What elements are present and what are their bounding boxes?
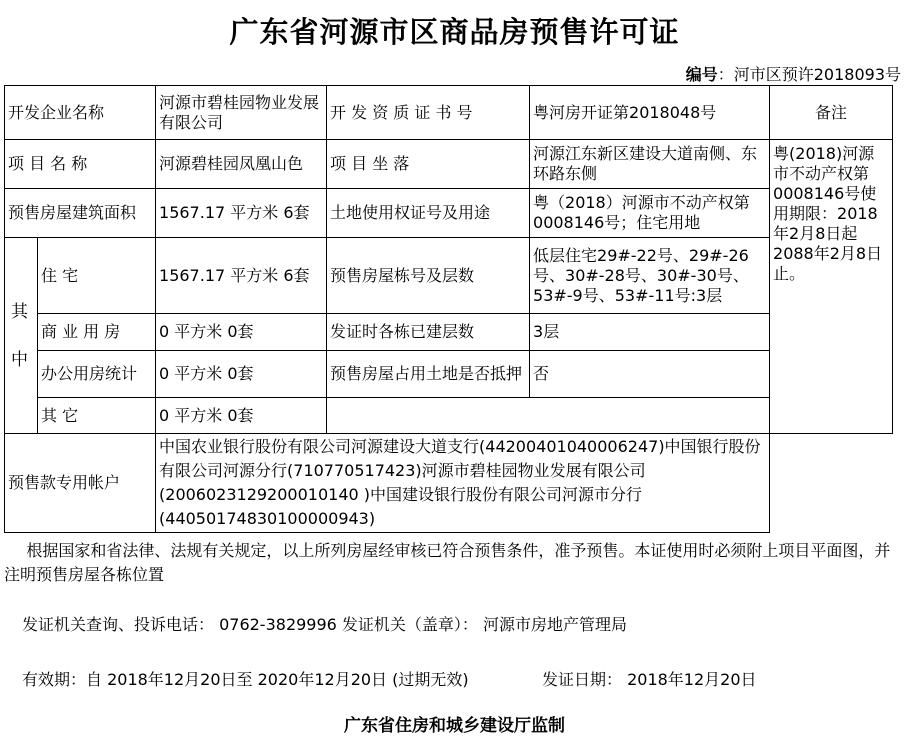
- floors-built-label: 发证时各栋已建层数: [327, 314, 530, 351]
- empty-cell: [770, 434, 893, 533]
- residential-label: 住 宅: [38, 238, 156, 314]
- remarks-label: 备注: [770, 86, 893, 140]
- residential-value: 1567.17 平方米 6套: [156, 238, 327, 314]
- project-label: 项 目 名 称: [5, 140, 156, 189]
- phone-line: 发证机关查询、投诉电话： 0762-3829996 发证机关（盖章）： 河源市房地产管理局: [22, 615, 628, 634]
- empty-cell: [327, 398, 893, 434]
- developer-label: 开发企业名称: [5, 86, 156, 140]
- project-value: 河源碧桂园凤凰山色: [156, 140, 327, 189]
- mortgage-value: 否: [530, 351, 770, 398]
- table-row: [5, 140, 893, 189]
- qualification-value: 粤河房开证第2018048号: [530, 86, 770, 140]
- mortgage-label: 预售房屋占用土地是否抵押: [327, 351, 530, 398]
- location-value: 河源江东新区建设大道南侧、东环路东侧: [530, 140, 770, 189]
- statement-paragraph: 根据国家和省法律、法规有关规定，以上所列房屋经审核已符合预售条件，准予预售。本证使用时必须附上项目平面图，并注明预售房屋各栋位置: [4, 541, 891, 584]
- account-value: 中国农业银行股份有限公司河源建设大道支行(44200401040006247)中国银行股份有限公司河源分行(710770517423)河源市碧桂园物业发展有限公司(2006023129200010140 )中国建设银行股份有限公司河源市分行(44050174830100000943): [156, 434, 770, 533]
- table-row: [5, 238, 893, 314]
- table-row: [5, 86, 893, 140]
- location-label: 项 目 坐 落: [327, 140, 530, 189]
- certificate-number: [686, 62, 901, 85]
- table-row: [5, 351, 893, 398]
- area-label: 预售房屋建筑面积: [5, 189, 156, 238]
- page-title: 广东省河源市区商品房预售许可证: [229, 15, 680, 49]
- floors-built-value: 3层: [530, 314, 770, 351]
- remarks-value: 粤(2018)河源市不动产权第0008146号使用期限：2018年2月8日起2088年2月8日止。: [770, 140, 893, 434]
- office-value: 0 平方米 0套: [156, 351, 327, 398]
- commercial-value: 0 平方米 0套: [156, 314, 327, 351]
- land-label: 土地使用权证号及用途: [327, 189, 530, 238]
- of-which-label: 其中: [5, 238, 38, 434]
- validity-period: 有效期：自 2018年12月20日至 2020年12月20日 (过期无效): [22, 670, 469, 689]
- qualification-label: 开 发 资 质 证 书 号: [327, 86, 530, 140]
- table-row: [5, 434, 893, 533]
- area-value: 1567.17 平方米 6套: [156, 189, 327, 238]
- land-value: 粤（2018）河源市不动产权第0008146号；住宅用地: [530, 189, 770, 238]
- other-value: 0 平方米 0套: [156, 398, 327, 434]
- other-label: 其 它: [38, 398, 156, 434]
- table-row: [5, 189, 893, 238]
- permit-table: [4, 85, 893, 533]
- certificate-number-label: 编号: [685, 65, 718, 84]
- developer-value: 河源市碧桂园物业发展有限公司: [156, 86, 327, 140]
- building-label: 预售房屋栋号及层数: [327, 238, 530, 314]
- table-row: [5, 314, 893, 351]
- certificate-number-value: ：河市区预许2018093号: [717, 65, 901, 84]
- account-label: 预售款专用帐户: [5, 434, 156, 533]
- footer-supervisor: 广东省住房和城乡建设厅监制: [344, 716, 565, 736]
- commercial-label: 商 业 用 房: [38, 314, 156, 351]
- table-row: [5, 398, 893, 434]
- building-value: 低层住宅29#-22号、29#-26号、30#-28号、30#-30号、53#-9号、53#-11号:3层: [530, 238, 770, 314]
- office-label: 办公用房统计: [38, 351, 156, 398]
- issue-date: 发证日期： 2018年12月20日: [542, 670, 757, 689]
